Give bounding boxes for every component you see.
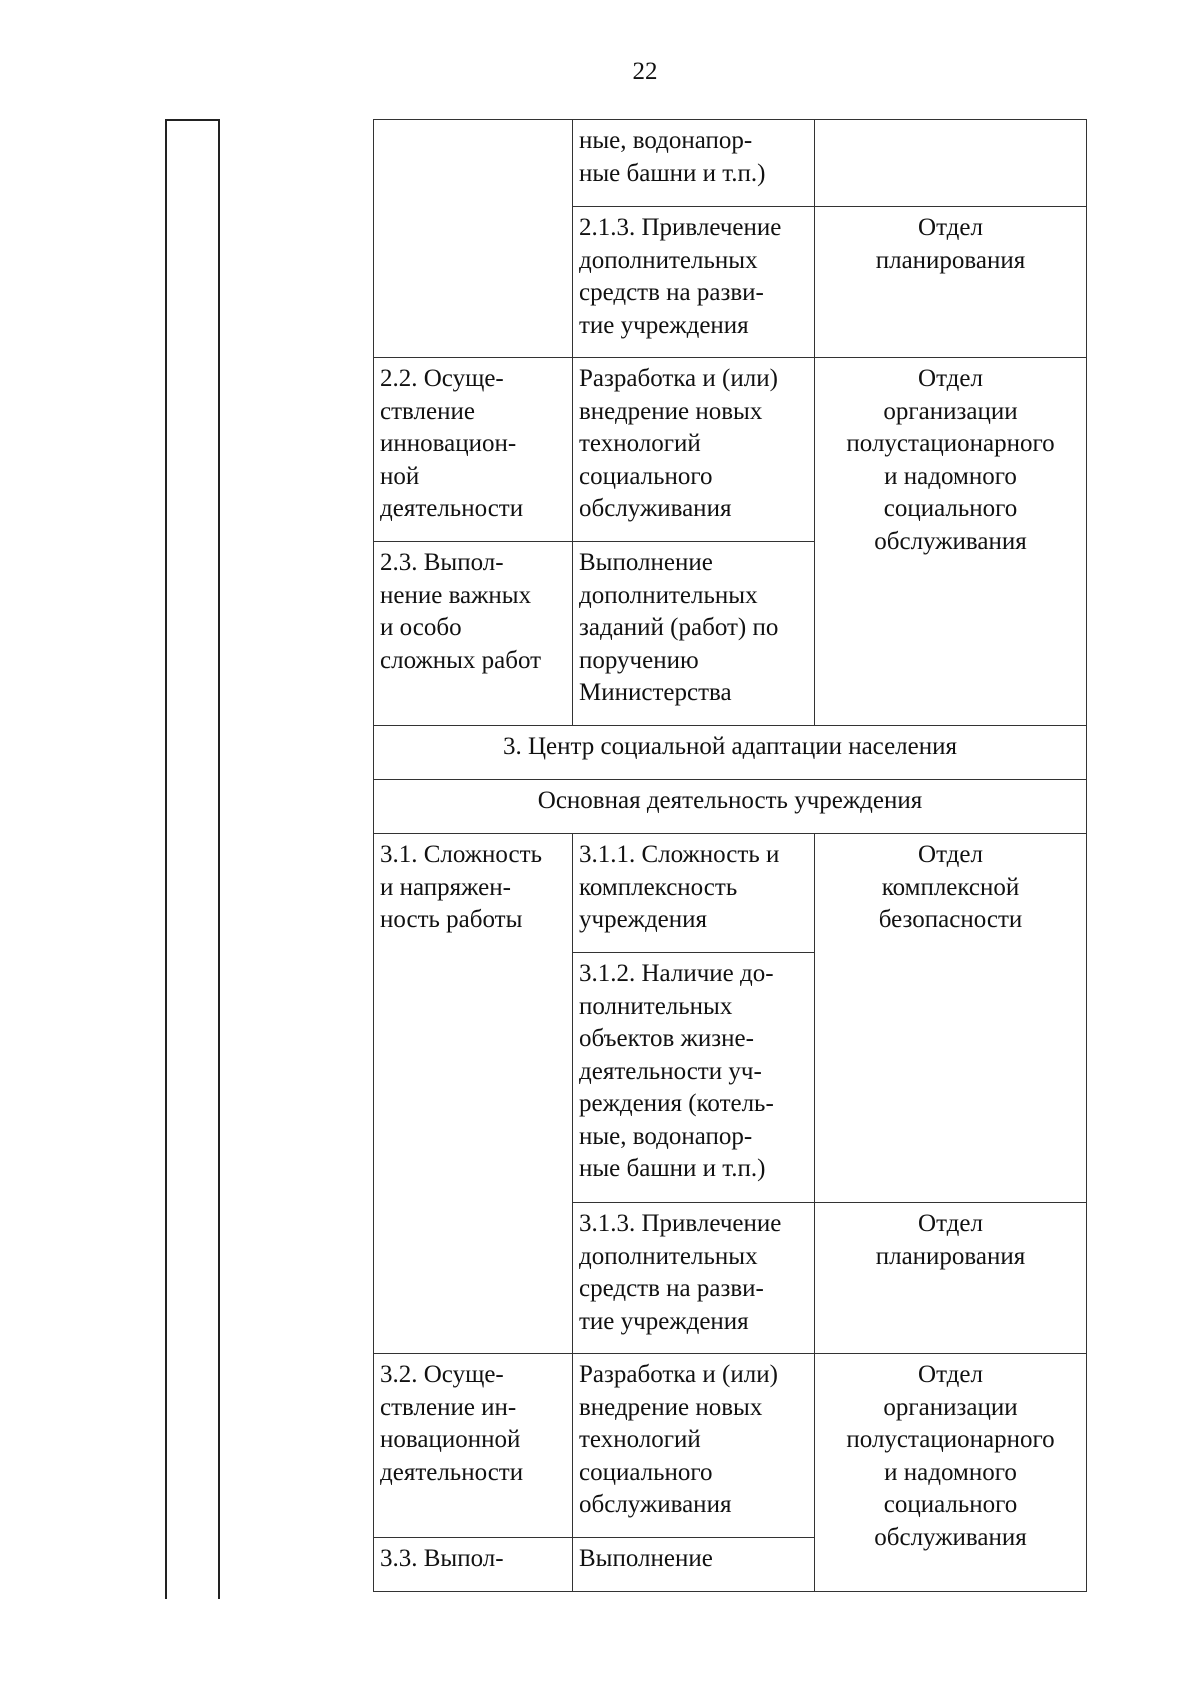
table-row — [374, 726, 1087, 780]
table-row — [374, 780, 1087, 834]
cell-line: поручению — [579, 646, 699, 674]
cell-col3 — [815, 358, 1087, 726]
responsibility-table — [373, 119, 1087, 1592]
cell-col2 — [573, 120, 815, 207]
cell-line: объектов жизне- — [579, 1025, 754, 1052]
cell-line: ные, водонапор- — [579, 1122, 753, 1150]
cell-line: ствление — [380, 397, 475, 425]
subsection-header: Основная деятельность учреждения — [374, 780, 1087, 834]
cell-col3 — [815, 207, 1087, 358]
cell-col3 — [815, 1203, 1087, 1354]
cell-line: дополнительных — [579, 246, 758, 274]
cell-line: планирования — [875, 246, 1026, 274]
cell-col1 — [374, 834, 573, 1354]
cell-col2 — [573, 953, 815, 1203]
cell-line: дополнительных — [579, 1242, 758, 1270]
cell-line: 2.2. Осуще- — [380, 365, 504, 392]
cell-line: безопасности — [878, 906, 1023, 933]
cell-line: полустационарного — [846, 430, 1055, 457]
cell-line: Отдел — [918, 365, 983, 392]
cell-line: средств на разви- — [579, 279, 764, 306]
cell-line: организации — [883, 1393, 1018, 1421]
cell-line: и надомного — [884, 462, 1017, 490]
cell-line: Отдел — [918, 841, 983, 868]
cell-line: и напряжен- — [380, 873, 511, 901]
cell-line: организации — [883, 397, 1018, 425]
section-header: 3. Центр социальной адаптации населения — [374, 726, 1087, 780]
cell-line: социального — [883, 1491, 1018, 1518]
cell-line: 3.3. Выпол- — [380, 1545, 504, 1572]
cell-col3 — [815, 1354, 1087, 1592]
cell-line: обслуживания — [874, 1523, 1027, 1551]
cell-line: деятельности — [380, 495, 524, 522]
cell-line: полнительных — [579, 992, 733, 1020]
cell-line: ствление ин- — [380, 1393, 517, 1421]
cell-line: технологий — [579, 430, 701, 457]
cell-line: Выполнение — [579, 549, 713, 576]
cell-line: сложных работ — [380, 646, 542, 674]
table-row — [374, 834, 1087, 953]
cell-col2 — [573, 542, 815, 726]
cell-line: Разработка и (или) — [579, 365, 778, 392]
cell-line: обслуживания — [874, 527, 1027, 555]
table-row — [374, 1354, 1087, 1538]
table-row — [374, 120, 1087, 207]
cell-line: ной — [380, 462, 420, 490]
cell-line: деятельности — [380, 1458, 524, 1486]
cell-col2 — [573, 358, 815, 542]
cell-col2 — [573, 834, 815, 953]
cell-line: тие учреждения — [579, 311, 749, 339]
cell-line: обслуживания — [579, 1491, 732, 1518]
cell-line: новационной — [380, 1426, 521, 1453]
cell-line: инновацион- — [380, 430, 517, 457]
cell-line: деятельности уч- — [579, 1057, 762, 1085]
cell-line: ные башни и т.п.) — [579, 159, 766, 187]
cell-col2 — [573, 207, 815, 358]
cell-col2 — [573, 1538, 815, 1592]
cell-line: 3.1.1. Сложность и — [579, 841, 780, 868]
cell-col1 — [374, 358, 573, 542]
cell-line: реждения (котель- — [579, 1090, 774, 1117]
cell-line: Отдел — [918, 1210, 983, 1237]
cell-line: Разработка и (или) — [579, 1361, 778, 1388]
cell-line: планирования — [875, 1242, 1026, 1270]
cell-line: Отдел — [918, 1361, 983, 1388]
cell-line: Отдел — [918, 214, 983, 241]
cell-col2 — [573, 1354, 815, 1538]
cell-line: Министерства — [579, 679, 732, 706]
cell-col3-empty — [815, 120, 1087, 207]
cell-line: средств на разви- — [579, 1275, 764, 1302]
cell-line: комплексной — [881, 873, 1020, 901]
cell-line: обслуживания — [579, 495, 732, 522]
cell-col1 — [374, 542, 573, 726]
cell-line: технологий — [579, 1426, 701, 1453]
cell-line: социального — [883, 495, 1018, 522]
cell-line: полустационарного — [846, 1426, 1055, 1453]
cell-line: заданий (работ) по — [579, 614, 779, 641]
cell-line: комплексность — [579, 873, 738, 901]
cell-col1 — [374, 1354, 573, 1538]
cell-line: 3.1. Сложность — [380, 841, 542, 868]
cell-col2 — [573, 1203, 815, 1354]
cell-col3 — [815, 834, 1087, 1203]
cell-line: 3.2. Осуще- — [380, 1361, 504, 1388]
cell-line: 2.3. Выпол- — [380, 549, 504, 576]
cell-line: и особо — [380, 614, 462, 641]
cell-line: 2.1.3. Привлечение — [579, 214, 782, 241]
table-row — [374, 358, 1087, 542]
cell-line: Выполнение — [579, 1545, 713, 1572]
cell-line: ные, водонапор- — [579, 127, 753, 154]
cell-col1 — [374, 1538, 573, 1592]
cell-line: внедрение новых — [579, 397, 763, 425]
cell-line: социального — [579, 462, 713, 490]
cell-line: 3.1.3. Привлечение — [579, 1210, 782, 1237]
cell-line: дополнительных — [579, 581, 758, 609]
cell-line: ность работы — [380, 906, 523, 933]
cell-line: внедрение новых — [579, 1393, 763, 1421]
page-number: 22 — [632, 58, 658, 85]
left-table-columns — [165, 119, 220, 1599]
cell-line: нение важных — [380, 581, 532, 609]
cell-line: и надомного — [884, 1458, 1017, 1486]
cell-line: 3.1.2. Наличие до- — [579, 960, 774, 987]
cell-line: учреждения — [579, 906, 708, 933]
cell-line: ные башни и т.п.) — [579, 1155, 766, 1182]
cell-line: тие учреждения — [579, 1307, 749, 1335]
cell-col1-empty — [374, 120, 573, 358]
cell-line: социального — [579, 1458, 713, 1486]
